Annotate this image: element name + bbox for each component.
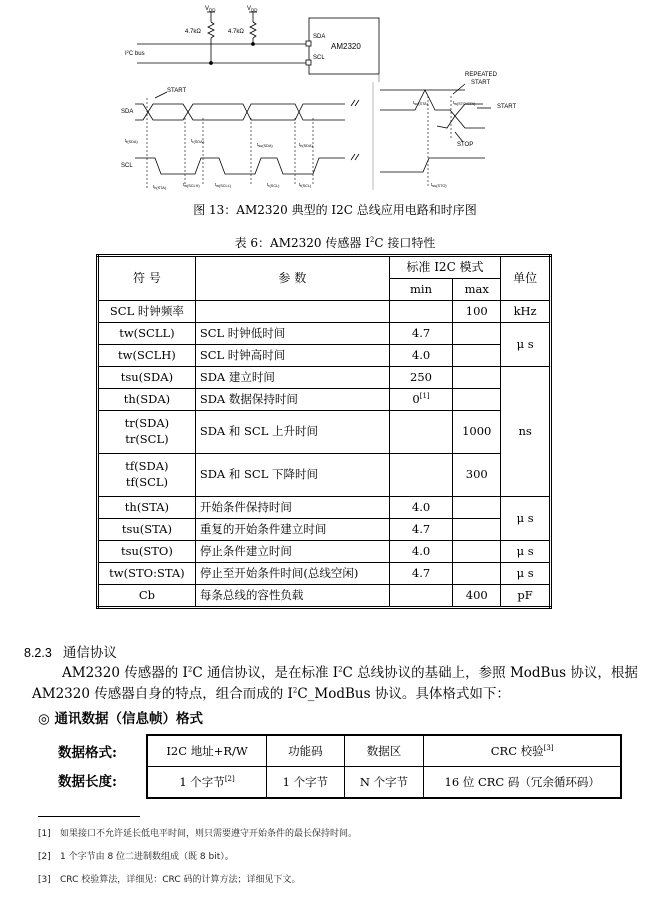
section-number: 8.2.3 — [24, 646, 52, 660]
th-sta-label: $t_{h(STA)}$ — [153, 184, 167, 190]
cell-param — [195, 301, 389, 323]
data-format-label: 数据格式: — [58, 745, 117, 761]
section-heading — [24, 641, 117, 661]
sda-timing-label: SDA — [121, 109, 134, 115]
protocol-paragraph-line1: AM2320 传感器的 $I^2C$ 通信协议，是在标准 $I^2C$ 总线协议的基础上，参照 ModBus 协议，根据 — [62, 665, 638, 681]
cell-max: 400 — [453, 585, 501, 608]
cell-param: 开始条件保持时间 — [195, 497, 389, 519]
frame-cell-function: 功能码 — [267, 735, 345, 767]
table-row — [98, 563, 551, 585]
footnote: [3] CRC 校验算法，详细见：CRC 码的计算方法；详细见下文。 — [38, 875, 301, 885]
tr-sda-label: $t_{r(SDA)}$ — [191, 138, 204, 144]
cell-param: SDA 和 SCL 上升时间 — [195, 411, 389, 454]
cell-min: 4.0 — [389, 497, 453, 519]
cell-max — [453, 497, 501, 519]
cell-symbol: th(SDA) — [98, 389, 196, 411]
repeated-start-label-2: START — [471, 80, 491, 86]
cell-param: SDA 建立时间 — [195, 367, 389, 389]
cell-max — [453, 563, 501, 585]
repeated-start-label: REPEATED — [465, 72, 497, 78]
cell-min: 4.0 — [389, 345, 453, 367]
header-min: min — [389, 279, 453, 301]
cell-max — [453, 367, 501, 389]
cell-unit: μ s — [501, 563, 551, 585]
cell-max — [453, 519, 501, 541]
cell-symbol: tw(SCLL) — [98, 323, 196, 345]
table-row — [98, 541, 551, 563]
cell-param: 停止至开始条件时间(总线空闲) — [195, 563, 389, 585]
i2c-bus-label: $I^2C$ bus — [125, 49, 145, 57]
cell-unit: μ s — [501, 497, 551, 541]
cell-symbol: tr(SDA) tr(SCL) — [98, 411, 196, 454]
tw-stosta-label: $t_{w(STO:STA)}$ — [453, 100, 476, 106]
pin-sda-label: SDA — [313, 34, 326, 40]
tw-scll-label: $t_{w(SCLL)}$ — [215, 182, 232, 188]
frame-cell-data-len: N 个字节 — [344, 767, 424, 799]
table-row — [98, 411, 551, 454]
frame-format-heading: ◎ 通讯数据（信息帧）格式 — [38, 711, 203, 727]
cell-symbol: th(STA) — [98, 497, 196, 519]
tw-sclh-label: $t_{w(SCLH)}$ — [183, 182, 200, 188]
cell-symbol: Cb — [98, 585, 196, 608]
cell-min: 4.7 — [389, 563, 453, 585]
resistor-1 — [208, 22, 214, 38]
chip-name-label: AM2320 — [331, 42, 361, 51]
r2-label: 4.7kΩ — [228, 29, 244, 35]
cell-unit: pF — [501, 585, 551, 608]
cell-min — [389, 454, 453, 497]
start-label-2: START — [497, 104, 517, 110]
cell-param: 每条总线的容性负载 — [195, 585, 389, 608]
bullet-icon: ◎ — [38, 711, 50, 727]
table-header-row — [98, 256, 551, 279]
cell-symbol: SCL 时钟频率 — [98, 301, 196, 323]
tsu-sda-label: $t_{su(SDA)}$ — [257, 142, 273, 148]
cell-max: 100 — [453, 301, 501, 323]
cell-max — [453, 541, 501, 563]
cell-min — [389, 585, 453, 608]
frame-cell-address-len: 1 个字节[2] — [147, 767, 267, 799]
frame-cell-function-len: 1 个字节 — [267, 767, 345, 799]
resistor-2 — [250, 22, 256, 38]
frame-cell-crc-len: 16 位 CRC 码（冗余循环码） — [424, 767, 621, 799]
cell-max: 1000 — [453, 411, 501, 454]
frame-format-table — [146, 734, 622, 799]
cell-unit: ns — [501, 367, 551, 497]
cell-symbol: tw(SCLH) — [98, 345, 196, 367]
frame-cell-address: I2C 地址+R/W — [147, 735, 267, 767]
table-row — [98, 345, 551, 367]
data-length-label: 数据长度: — [58, 774, 117, 790]
tf-scl-label: $t_{f(SCL)}$ — [299, 182, 312, 188]
tsu-sto-label: $t_{su(STO)}$ — [431, 182, 447, 188]
frame-cell-data: 数据区 — [344, 735, 424, 767]
sda-waveform — [135, 100, 359, 120]
start-label: START — [167, 88, 187, 94]
cell-param: 重复的开始条件建立时间 — [195, 519, 389, 541]
cell-min: 4.0 — [389, 541, 453, 563]
cell-param: SCL 时钟低时间 — [195, 323, 389, 345]
cell-symbol: tsu(SDA) — [98, 367, 196, 389]
cell-min: 4.7 — [389, 323, 453, 345]
i2c-circuit-timing-figure — [95, 0, 595, 198]
vdd-label-1: $V_{DD}$ — [205, 6, 216, 13]
table-row — [98, 323, 551, 345]
protocol-paragraph-line2: AM2320 传感器自身的特点，组合而成的 $I^2C\_ModBus$ 协议。具体格式如下： — [32, 686, 510, 702]
cell-max: 300 — [453, 454, 501, 497]
cell-min: 4.7 — [389, 519, 453, 541]
tf-sda-label: $t_{f(SDA)}$ — [125, 138, 138, 144]
scl-timing-label: SCL — [121, 163, 133, 169]
frame-cell-crc: CRC 校验[3] — [424, 735, 621, 767]
cell-param: 停止条件建立时间 — [195, 541, 389, 563]
footnote-ref-3: [3] — [543, 744, 554, 753]
footnote-divider — [38, 816, 140, 817]
table-row — [98, 454, 551, 497]
r1-label: 4.7kΩ — [185, 29, 201, 35]
table-row — [98, 497, 551, 519]
cell-unit: kHz — [501, 301, 551, 323]
table-row — [98, 301, 551, 323]
footnote-ref-1: [1] — [419, 391, 430, 400]
footnote: [2] 1 个字节由 8 位二进制数组成（既 8 bit）。 — [38, 852, 234, 862]
cell-max — [453, 345, 501, 367]
cell-param: SCL 时钟高时间 — [195, 345, 389, 367]
header-unit: 单位 — [501, 256, 551, 301]
cell-min — [389, 411, 453, 454]
header-symbol: 符 号 — [98, 256, 196, 301]
cell-max — [453, 389, 501, 411]
frame-format-row — [147, 735, 621, 767]
cell-min — [389, 301, 453, 323]
cell-max — [453, 323, 501, 345]
tr-scl-label: $t_{r(SCL)}$ — [267, 182, 280, 188]
cell-symbol: tsu(STO) — [98, 541, 196, 563]
header-max: max — [453, 279, 501, 301]
scl-waveform — [135, 154, 359, 174]
header-param: 参 数 — [195, 256, 389, 301]
table-row — [98, 389, 551, 411]
i2c-interface-table — [96, 254, 552, 609]
tsu-sta-label: $t_{su(STA)}$ — [413, 100, 428, 106]
cell-symbol: tsu(STA) — [98, 519, 196, 541]
vdd-label-2: $V_{DD}$ — [247, 6, 258, 13]
table-row — [98, 367, 551, 389]
cell-unit: μ s — [501, 323, 551, 367]
footnote: [1] 如果接口不允许延长低电平时间，则只需要遵守开始条件的最长保持时间。 — [38, 829, 358, 839]
pin-scl-label: SCL — [313, 55, 325, 61]
timing-diagram — [135, 84, 491, 190]
circuit-diagram — [137, 12, 379, 190]
section-title: 通信协议 — [62, 645, 117, 661]
figure-caption: 图 13：AM2320 典型的 I2C 总线应用电路和时序图 — [193, 203, 477, 217]
cell-min: 0[1] — [389, 389, 453, 411]
cell-min: 250 — [389, 367, 453, 389]
stop-label: STOP — [457, 142, 474, 148]
table6-title: 表 6：AM2320 传感器 $I^2C$ 接口特性 — [234, 236, 436, 250]
cell-param: SDA 和 SCL 下降时间 — [195, 454, 389, 497]
cell-unit: μ s — [501, 541, 551, 563]
footnote-ref-2: [2] — [224, 775, 235, 784]
cell-param: SDA 数据保持时间 — [195, 389, 389, 411]
header-std-mode: 标准 I2C 模式 — [389, 256, 500, 279]
cell-symbol: tf(SDA) tf(SCL) — [98, 454, 196, 497]
th-sda-label: $t_{h(SDA)}$ — [299, 142, 313, 148]
frame-length-row — [147, 767, 621, 799]
table-row — [98, 585, 551, 608]
table-row — [98, 519, 551, 541]
cell-symbol: tw(STO:STA) — [98, 563, 196, 585]
